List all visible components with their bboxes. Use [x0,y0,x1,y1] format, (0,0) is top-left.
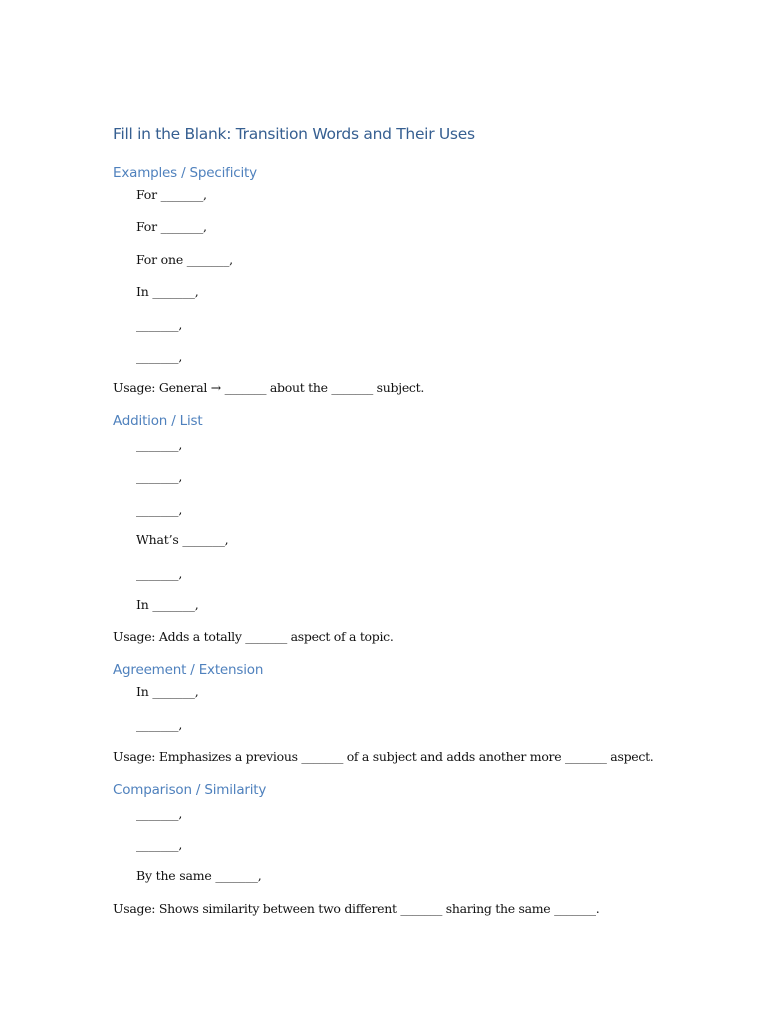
list-item: For _______, [136,219,207,234]
usage-text: Usage: Shows similarity between two different _______ sharing the same _______. [113,901,600,916]
list-item: _______, [136,837,183,852]
list-item: _______, [136,437,183,452]
list-item: _______, [136,349,183,364]
list-item: For one _______, [136,252,233,267]
section-heading-addition: Addition / List [113,413,203,429]
list-item: In _______, [136,684,199,699]
list-item: In _______, [136,284,199,299]
section-heading-examples: Examples / Specificity [113,165,257,181]
list-item: _______, [136,317,183,332]
usage-text: Usage: Emphasizes a previous _______ of a subject and adds another more _______ aspect. [113,749,654,764]
usage-text: Usage: Adds a totally _______ aspect of a topic. [113,629,394,644]
list-item: By the same _______, [136,868,262,883]
list-item: In _______, [136,597,199,612]
list-item: _______, [136,469,183,484]
list-item: For _______, [136,187,207,202]
list-item: _______, [136,566,183,581]
list-item: _______, [136,717,183,732]
usage-text: Usage: General → _______ about the _______ subject. [113,380,425,395]
list-item: _______, [136,502,183,517]
document-title: Fill in the Blank: Transition Words and Their Uses [113,125,475,143]
section-heading-agreement: Agreement / Extension [113,662,264,678]
section-heading-comparison: Comparison / Similarity [113,782,267,798]
list-item: _______, [136,806,183,821]
list-item: What’s _______, [136,532,229,547]
